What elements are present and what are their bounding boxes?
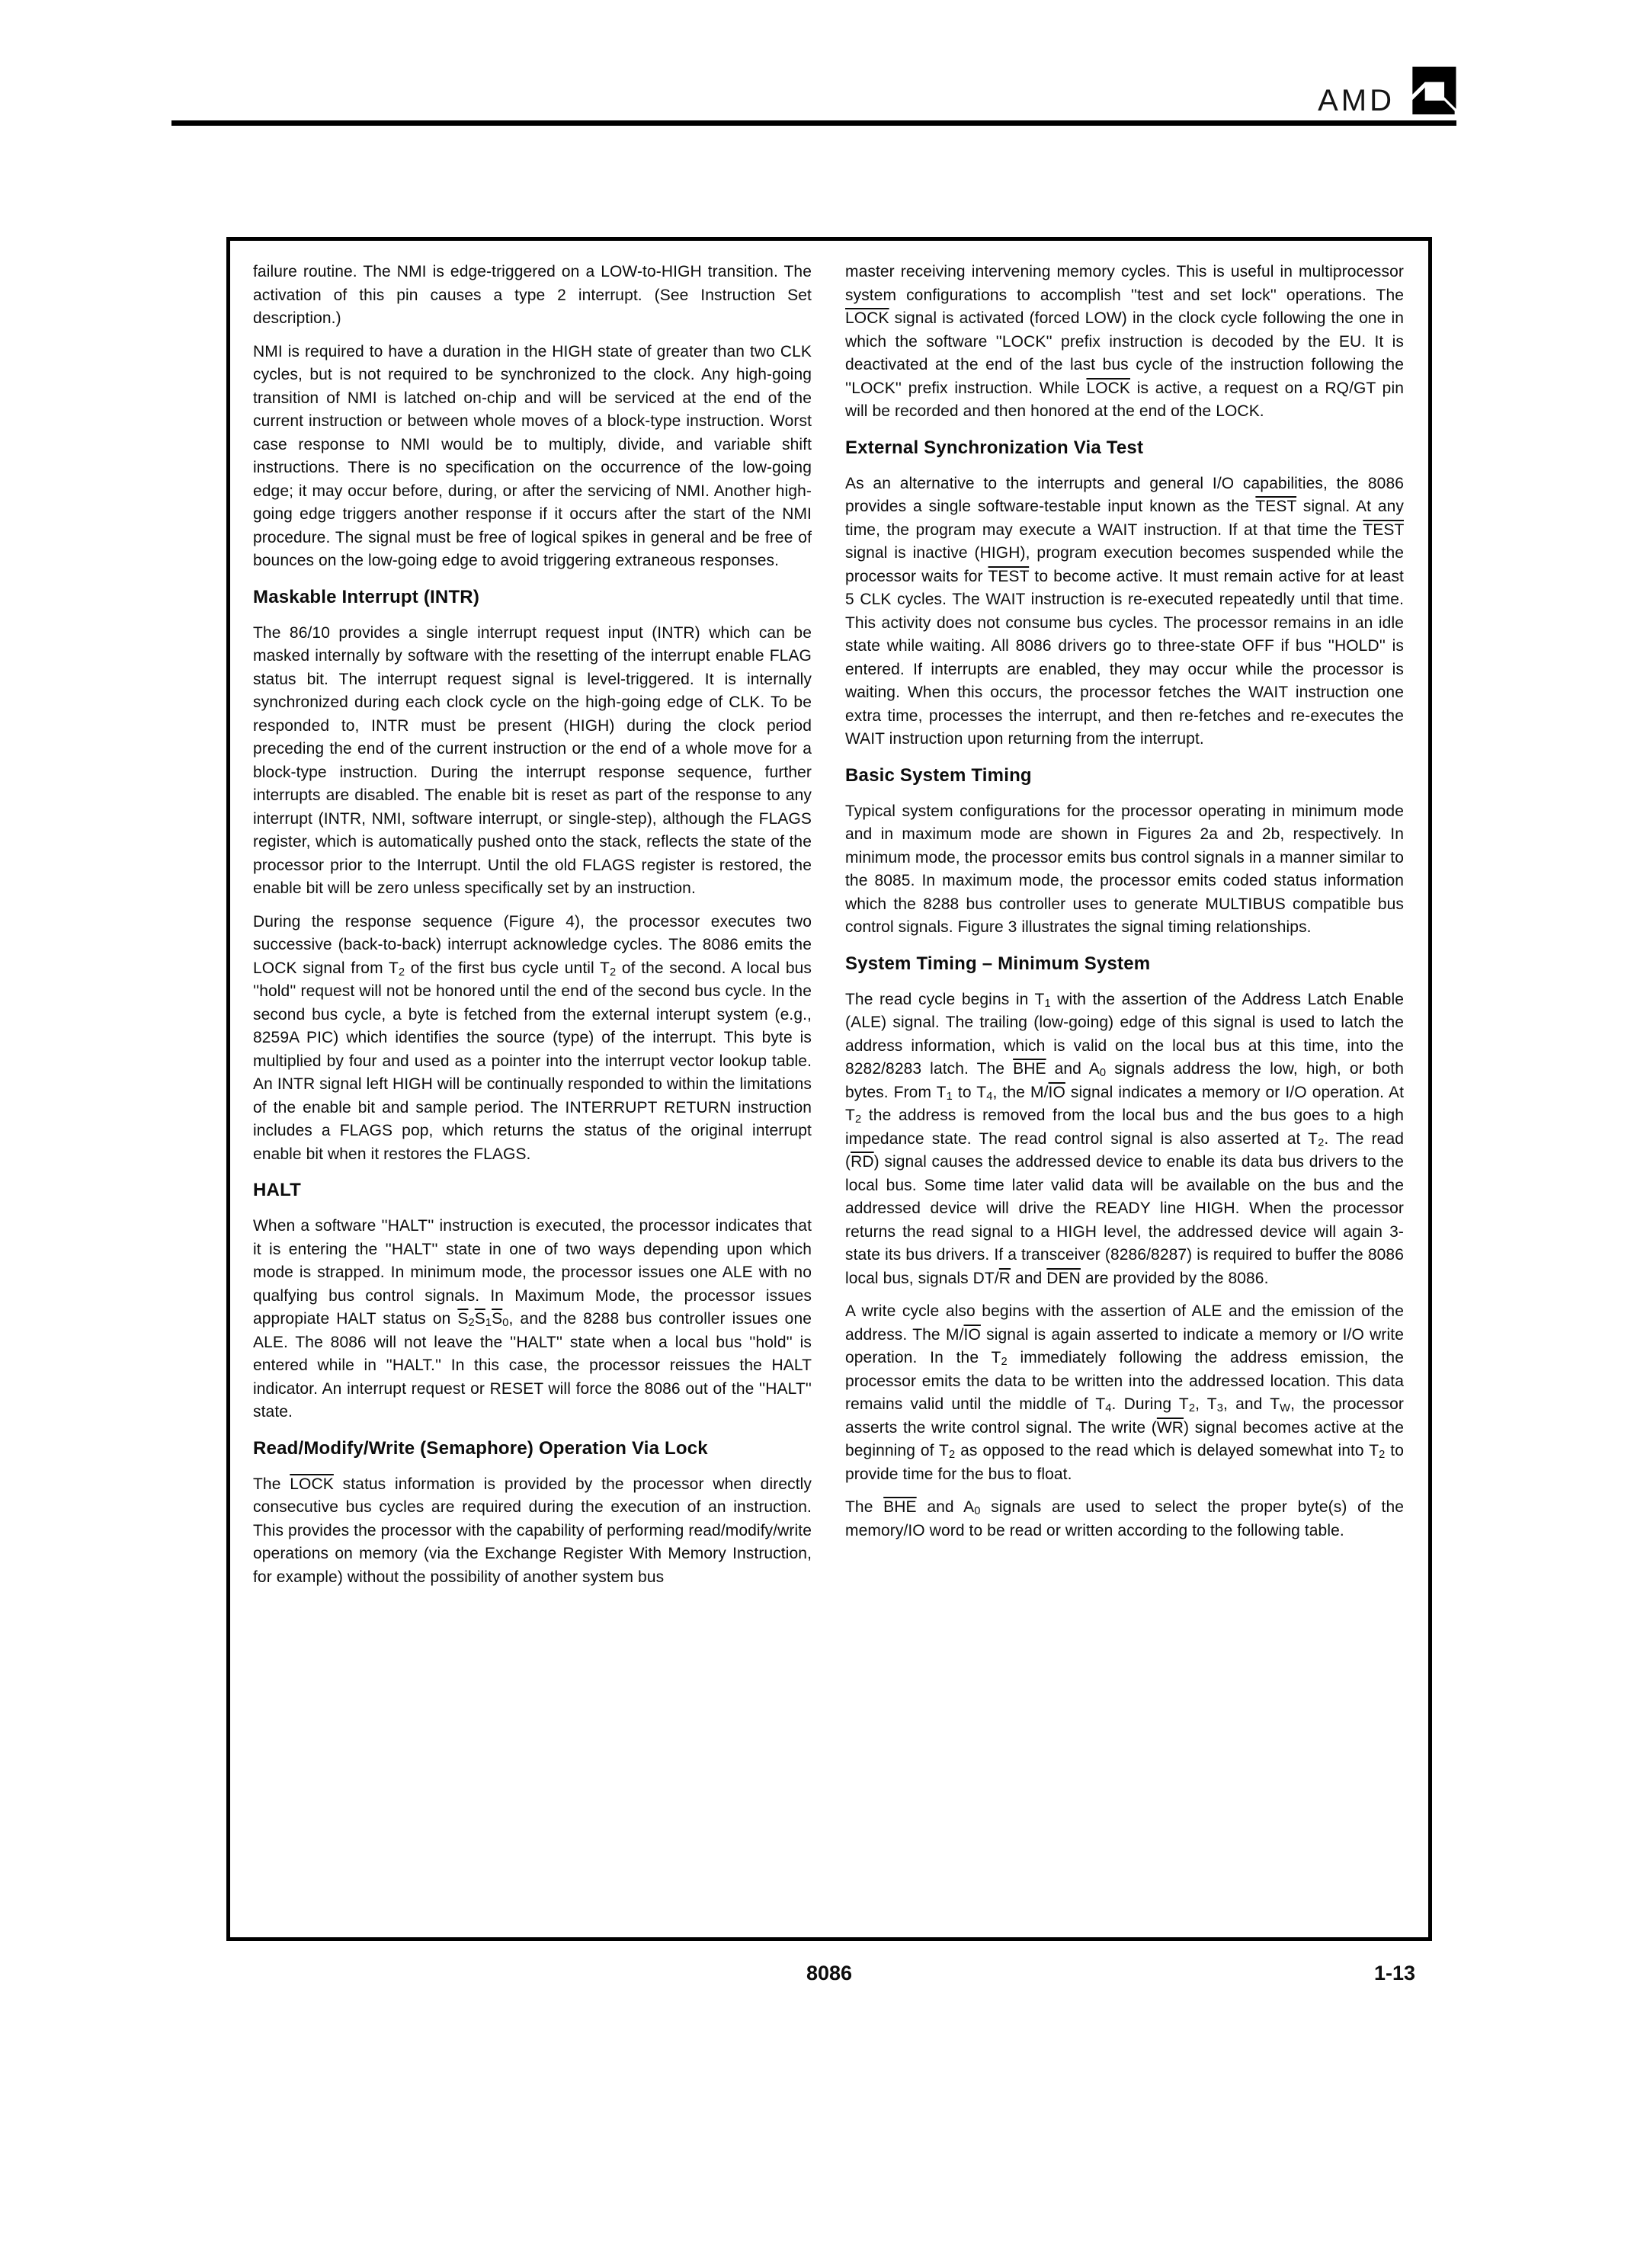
footer-page-number: 1-13 [1373,1962,1415,1984]
paragraph: master receiving intervening memory cycles. This is useful in multiprocessor system configurations to accomplish ''test and set lock'' operations. The LOCK signal is activated (forced LOW) in the clock cycle following the one in which the software ''LOCK'' prefix instruction is decoded by the EU. It is deactivated at the end of the last bus cycle of the instruction following the ''LOCK'' prefix instruction. While LOCK is active, a request on a RQ/GT pin will be recorded and then honored at the end of the LOCK. [845,263,1404,420]
paragraph: A write cycle also begins with the assertion of ALE and the emission of the address. The $M/\overline{IO}$ signal is again asserted to indicate a memory or I/O write operation. In the $T_2$ immediately following the address emission, the processor emits the data to be written into the addressed location. This data remains valid until the middle of $T_4$. During $T_2$, $T_3$, and $T_W$, the processor asserts the write control signal. The write $(\overline{WR})$ signal becomes active at the beginning of $T_2$ as opposed to the read which is delayed somewhat into $T_2$ to provide time for the bus to float. [845,1302,1404,1483]
section-heading: Basic System Timing [845,764,1032,786]
brand-text: AMD [1318,84,1395,117]
section-heading: External Synchronization Via Test [845,437,1144,458]
document-body [226,237,1432,1941]
section-heading: HALT [253,1180,302,1200]
paragraph: During the response sequence (Figure 4), the processor executes two successive (back-to-back) interrupt acknowledge cycles. The 8086 emits the LOCK signal from $T_2$ of the first bus cycle until $T_2$ of the second. A local bus ''hold'' request will not be honored until the end of the second bus cycle. In the second bus cycle, a byte is fetched from the external interupt system (e.g., 8259A PIC) which identifies the source (type) of the interrupt. This byte is multiplied by four and used as a pointer into the interrupt vector lookup table. An INTR signal left HIGH will be continually responded to within the limitations of the enable bit and sample period. The INTERRUPT RETURN instruction includes a FLAGS pop, which returns the status of the original interrupt enable bit when it restores the FLAGS. [253,912,812,1163]
section-heading: Maskable Interrupt (INTR) [253,586,480,607]
paragraph: The 86/10 provides a single interrupt request input (INTR) which can be masked internally by software with the resetting of the interrupt enable FLAG status bit. The interrupt request signal is level-triggered. It is internally synchronized during each clock cycle on the high-going edge of CLK. To be responded to, INTR must be present (HIGH) during the clock period preceding the end of the current instruction or the end of a whole move for a block-type instruction. During the interrupt response sequence, further interrupts are disabled. The enable bit is reset as part of the response to any interrupt (INTR, NMI, software interrupt, or single-step), although the FLAGS register, which is automatically pushed onto the stack, reflects the state of the processor prior to the Interrupt. Until the old FLAGS register is restored, the enable bit will be zero unless specifically set by an instruction. [253,623,812,897]
section-heading: Read/Modify/Write (Semaphore) Operation Via Lock [253,1437,708,1459]
section-heading: System Timing – Minimum System [845,953,1151,974]
paragraph: NMI is required to have a duration in the HIGH state of greater than two CLK cycles, but is not required to be synchronized to the clock. Any high-going transition of NMI is latched on-chip and will be serviced at the end of the current instruction or between whole moves of a block-type instruction. Worst case response to NMI would be to multiply, divide, and variable shift instructions. There is no specification on the occurrence of the low-going edge; it may occur before, during, or after the servicing of NMI. Another high-going edge triggers another response if it occurs after the start of the NMI procedure. The signal must be free of logical spikes in general and be free of bounces on the low-going edge to avoid triggering extraneous responses. [253,342,812,569]
paragraph: The LOCK status information is provided by the processor when directly consecutive bus cycles are required during the execution of an instruction. This provides the processor with the capability of performing read/modify/write operations on memory (via the Exchange Register With Memory Instruction, for example) without the possibility of another system bus [253,1475,812,1586]
paragraph: The read cycle begins in $T_1$ with the assertion of the Address Latch Enable (ALE) signal. The trailing (low-going) edge of this signal is used to latch the address information, which is valid on the local bus at this time, into the 8282/8283 latch. The $\overline{BHE}$ and $A_0$ signals address the low, high, or both bytes. From $T_1$ to $T_4$, the $M/\overline{IO}$ signal indicates a memory or I/O operation. At $T_2$ the address is removed from the local bus and the bus goes to a high impedance state. The read control signal is also asserted at $T_2$. The read $(\overline{RD})$ signal causes the addressed device to enable its data bus drivers to the local bus. Some time later valid data will be available on the bus and the addressed device will drive the READY line HIGH. When the processor returns the read signal to a HIGH level, the addressed device will again 3-state its bus drivers. If a transceiver (8286/8287) is required to buffer the 8086 local bus, signals $DT/\overline{R}$ and $\overline{DEN}$ are provided by the 8086. [845,990,1405,1287]
paragraph: As an alternative to the interrupts and general I/O capabilities, the 8086 provides a single software-testable input known as the TEST signal. At any time, the program may execute a WAIT instruction. If at that time the TEST signal is inactive (HIGH), program execution becomes suspended while the processor waits for TEST to become active. It must remain active for at least 5 CLK cycles. The WAIT instruction is re-executed repeatedly until that time. This activity does not consume bus cycles. The processor remains in an idle state while waiting. All 8086 drivers go to three-state OFF if bus ''HOLD'' is entered. If interrupts are enabled, they may occur while the processor is waiting. When this occurs, the processor fetches the WAIT instruction one extra time, processes the interrupt, and then re-fetches and re-executes the WAIT instruction upon returning from the interrupt. [845,474,1404,748]
paragraph: Typical system configurations for the processor operating in minimum mode and in maximum mode are shown in Figures 2a and 2b, respectively. In minimum mode, the processor emits bus control signals in a manner similar to the 8085. In maximum mode, the processor emits coded status information which the 8288 bus controller uses to generate MULTIBUS compatible bus control signals. Figure 3 illustrates the signal timing relationships. [845,802,1404,936]
paragraph: failure routine. The NMI is edge-triggered on a LOW-to-HIGH transition. The activation of this pin causes a type 2 interrupt. (See Instruction Set description.) [253,263,812,327]
footer-doc-number: 8086 [806,1962,853,1984]
left-column [253,261,812,1924]
header-divider [171,120,1456,126]
amd-arrow-icon [1408,64,1459,116]
paragraph: The $\overline{BHE}$ and $A_0$ signals are used to select the proper byte(s) of the memory/IO word to be read or written according to the following table. [845,1498,1405,1539]
paragraph: When a software ''HALT'' instruction is executed, the processor indicates that it is entering the ''HALT'' state in one of two ways depending upon which mode is strapped. In minimum mode, the processor issues one ALE with no qualfying bus control signals. In Maximum Mode, the processor issues appropiate HALT status on $\overline{S}_2\overline{S}_1\overline{S}_0$, and the 8288 bus controller issues one ALE. The 8086 will not leave the ''HALT'' state when a local bus ''hold'' is entered while in ''HALT.'' In this case, the processor reissues the HALT indicator. An interrupt request or RESET will force the 8086 out of the ''HALT'' state. [253,1217,812,1421]
right-column [845,261,1404,1924]
